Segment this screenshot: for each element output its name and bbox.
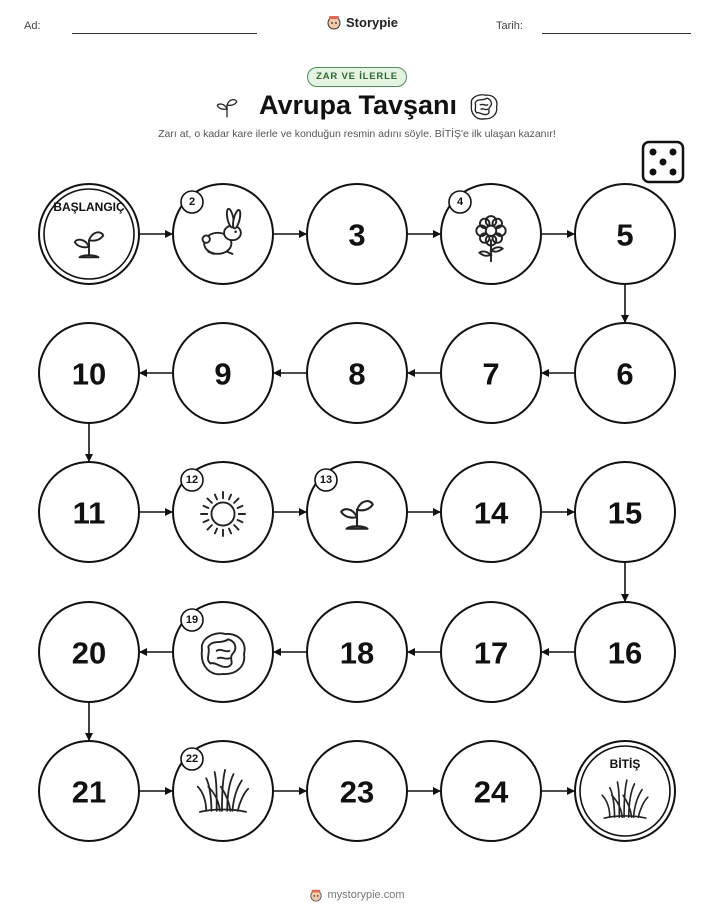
space-number: 10 — [71, 356, 107, 392]
board-space[interactable] — [173, 602, 273, 702]
space-number-tag-text: 4 — [456, 196, 464, 208]
space-number-tag-text: 12 — [185, 474, 199, 486]
board-space[interactable] — [173, 741, 273, 841]
space-number: 23 — [339, 774, 375, 810]
game-type-badge: ZAR VE İLERLE — [307, 67, 407, 87]
finish-space[interactable] — [575, 741, 675, 841]
die-five-icon — [643, 142, 683, 182]
board-space[interactable] — [39, 462, 139, 562]
space-number: 9 — [214, 356, 232, 392]
board-space[interactable] — [173, 323, 273, 423]
space-number-tag-text: 13 — [319, 474, 333, 486]
space-number: 15 — [607, 495, 643, 531]
board-space[interactable] — [39, 602, 139, 702]
brand-name: Storypie — [346, 14, 399, 30]
page-title: Avrupa Tavşanı — [258, 90, 458, 120]
start-label: BAŞLANGIÇ — [53, 200, 125, 214]
board-space[interactable] — [575, 323, 675, 423]
space-number: 5 — [616, 217, 634, 253]
board-space[interactable] — [173, 462, 273, 562]
board-space[interactable] — [575, 462, 675, 562]
board-space[interactable] — [441, 184, 541, 284]
footer-site: mystorypie.com — [327, 889, 405, 901]
board-space[interactable] — [441, 323, 541, 423]
board-space[interactable] — [441, 602, 541, 702]
storypie-mascot-icon — [309, 888, 323, 902]
board-space[interactable] — [307, 602, 407, 702]
space-number: 8 — [348, 356, 366, 392]
space-number: 3 — [348, 217, 366, 253]
start-space[interactable] — [39, 184, 139, 284]
board-space[interactable] — [441, 462, 541, 562]
space-number: 18 — [339, 635, 375, 671]
board-space[interactable] — [173, 184, 273, 284]
board-space[interactable] — [307, 462, 407, 562]
board-space[interactable] — [39, 741, 139, 841]
board-space[interactable] — [441, 741, 541, 841]
space-number-tag-text: 2 — [188, 196, 196, 208]
space-number-tag-text: 22 — [185, 753, 199, 765]
board-space[interactable] — [39, 323, 139, 423]
space-number: 7 — [482, 356, 500, 392]
board-space[interactable] — [307, 184, 407, 284]
board-space[interactable] — [575, 602, 675, 702]
space-circle — [39, 184, 139, 284]
board-space[interactable] — [575, 184, 675, 284]
space-number: 11 — [72, 495, 106, 531]
footer — [0, 888, 714, 902]
name-label: Ad: — [24, 20, 41, 32]
date-label: Tarih: — [496, 20, 523, 32]
board-space[interactable] — [307, 323, 407, 423]
space-number-tag-text: 19 — [185, 614, 199, 626]
space-number: 6 — [616, 356, 634, 392]
space-number: 16 — [607, 635, 643, 671]
finish-label: BİTİŞ — [609, 757, 641, 771]
space-number: 21 — [71, 774, 107, 810]
space-number: 20 — [71, 635, 107, 671]
instructions: Zarı at, o kadar kare ilerle ve konduğun resmin adını söyle. BİTİŞ'e ilk ulaşan kazanır! — [158, 128, 556, 140]
space-number: 24 — [473, 774, 509, 810]
space-number: 17 — [473, 635, 509, 671]
board-space[interactable] — [307, 741, 407, 841]
space-number: 14 — [473, 495, 509, 531]
